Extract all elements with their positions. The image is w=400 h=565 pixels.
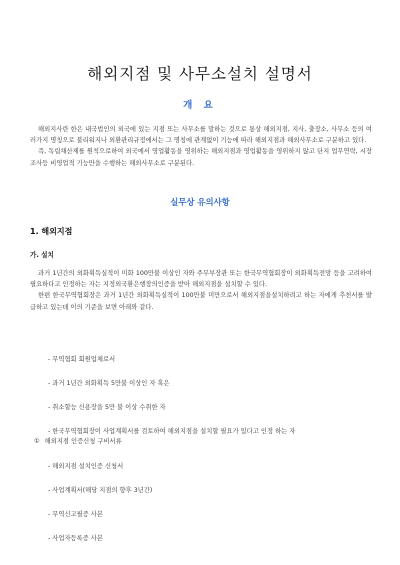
section-heading: 1. 해외지점 [30, 227, 73, 236]
list-item: - 한국무역협회장이 사업계획서를 검토하여 해외지점을 설치할 필요가 있다고 인정 하는 자 [48, 428, 296, 435]
documents-list [48, 462, 378, 558]
list-item: - 해외지점 설치인증 신청서 [48, 463, 124, 470]
list-item: - 취소할능 신용장을 5만 불 이상 수취한 자 [48, 404, 166, 411]
body-paragraph: 과거 1년간의 외화획득실적이 미화 100만불 이상인 자와 주무부장관 또는 한국무역협회장이 외화획득전망 등을 고려하여 필요하다고 인정하는 자는 지정외국환은행장의인증을 받아 해외지점을 설치할 수 있다. [30, 270, 372, 289]
circled-number-marker: ① [34, 438, 40, 445]
subsection-heading: 가. 설치 [30, 251, 54, 259]
required-documents-heading [34, 436, 122, 445]
list-item: - 무역협회 회원업체로서 [48, 356, 116, 363]
document-title: 해외지점 및 사무소설치 설명서 [87, 65, 313, 83]
list-item: - 사업계획서(해당 지점의 향후 3년간) [48, 487, 153, 494]
practice-notes-heading: 실무상 유의사항 [170, 197, 230, 207]
required-documents-label: 해외지점 인증신청 구비서류 [44, 438, 122, 445]
list-item: - 무역신고필증 사본 [48, 511, 103, 518]
body-section [30, 268, 372, 313]
intro-paragraph: 즉, 독립채산제를 원칙으로하여 외국에서 영업활동을 영위하는 해외지점과 영업활동을 영위하지 않고 단지 업무연락, 시장조사등 비영업적 기능만을 수행하는 해외사무소로 구분된다. [30, 148, 372, 167]
overview-heading: 개 요 [183, 100, 217, 111]
list-item: - 과거 1년간 외화획득 5만불 이상인 자 혹은 [48, 380, 170, 387]
intro-section [30, 124, 372, 169]
body-paragraph: 한편 한국무역협회장은 과거 1년간 외화획득실적이 100만불 미만으로서 해외지점을설치하려고 하는 자에게 추천서를 발급하고 있는데 이의 기준을 보면 아래와 같다. [30, 292, 372, 311]
list-item: - 사업자등록증 사본 [48, 535, 103, 542]
intro-paragraph: 해외지사란 한은 내국법인의 외국에 있는 지점 또는 사무소를 말하는 것으로 통상 해외지점, 지사, 출장소, 사무소 등의 여러가지 명칭으로 불리워지나 외환관리규정에서는 그 명칭에 관계없이 기능에 따라 해외지점과 해외사무소로 구분하고 있다. [30, 126, 372, 145]
